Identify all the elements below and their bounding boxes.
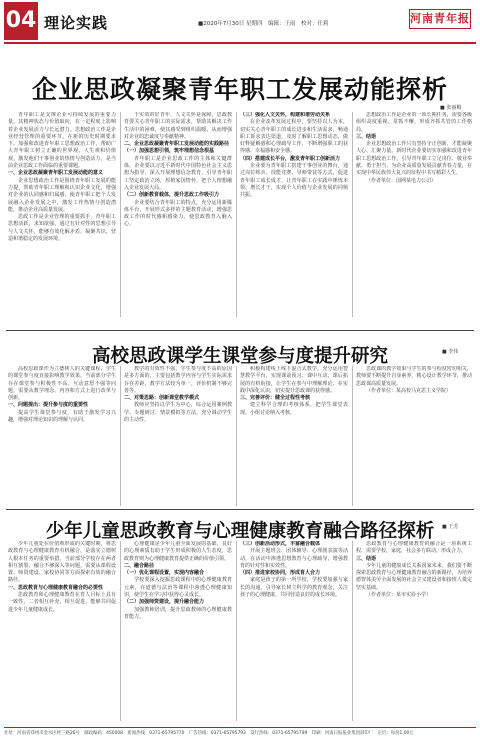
- paragraph: 青年职工是企业思政工作的主体和关键群体，企业要以习近平新时代中国特色社会主义思想为指导，深入开展理想信念教育，引导青年职工坚定政治立场，厚植家国情怀，把个人理想融入企业发展大局。: [124, 155, 232, 191]
- footer-imprint: 社址：河南省郑州市金水区经三路26号 邮政编码：450008 新闻热线：0371-65795770 广告热线：0371-65795793 发行热线：0371-65795789 印刷：河南日报报业集团彩印厂 定价：每份1.00元: [4, 731, 414, 736]
- paragraph: 思政工作是企业管理的重要抓手，青年职工思想活跃、求知欲强，通过有针对性的思想引导与人文关怀，能够有效化解矛盾，凝聚共识，营造和谐稳定的发展环境。: [8, 214, 116, 243]
- subheading: 三、结语: [356, 555, 377, 562]
- article-3-column-1: [8, 541, 116, 721]
- section-title: 理论实践: [44, 14, 109, 32]
- issue-date-editor: ■2020年7月30日 星期四 编辑：王雨 校对：任莉: [198, 21, 329, 27]
- article-2-column-2: [124, 366, 232, 506]
- article-2-column-3: [240, 366, 348, 506]
- article-3-column-3: [240, 541, 348, 721]
- subheading: 二、对策思路：创新课堂教学模式: [124, 395, 200, 402]
- newspaper-logo: 河南青年报: [409, 9, 471, 29]
- paragraph: （作者单位：某高校马克思主义学院）: [366, 387, 452, 394]
- column-divider: [236, 112, 237, 317]
- article-2-headline: 高校思政课学生课堂参与度提升研究: [91, 346, 388, 367]
- article-2-byline: ■ 李伟: [442, 349, 459, 355]
- column-divider: [352, 541, 353, 721]
- paragraph: 少年儿童处在价值观形成的关键时期，将思政教育与心理健康教育有机融合，是落实立德树人根本任务的重要举措。当前部分学校存在两者相互割裂、融合不够深入等问题，需要从课程设置、师资建设、家校协同等方面探索有效的融合路径。: [8, 541, 116, 584]
- paragraph: 教学的有效性不强，学生参与度不高的原因是多方面的，主要包括教学内容与学生实际需求存在差距，教学方法较为单一，评价机制不够完善等。: [124, 366, 232, 394]
- paragraph: 开展主题班会、团体辅导、心理剧表演等活动，在活动中渗透思想教育与心理疏导，增强教育的针对性和实效性。: [240, 548, 348, 569]
- column-divider: [120, 366, 121, 506]
- subheading: （二）加强师资建设，提升融合能力: [124, 599, 205, 606]
- article-1-column-4: [356, 112, 472, 317]
- header-rule: [4, 42, 476, 44]
- paragraph: 家庭是孩子的第一所学校，学校要加强与家长的沟通，引导家长树立科学的教育观念，关注孩子的心理健康，共同营造良好的成长环境。: [240, 577, 348, 599]
- subheading: 二、融合路径: [124, 562, 155, 569]
- subheading: （一）加强思想引领，筑牢理想信念根基: [124, 148, 215, 155]
- paragraph: 青年职工是支撑企业可持续发展的重要力量，其精神状态与价值取向，在一定程度上影响着企业发展活力与长远潜力。思想政治工作是企业经营管理的重要环节，在新的历史时期要求下，加强和改进青年职工思想政治工作，帮助广大青年职工树立正确的世界观、人生观和价值观，激发他们干事创业的热情与创造活力，是当前企业思政工作面临的重要课题。: [8, 112, 116, 170]
- subheading: 一、企业思政凝聚青年职工发展动能的意义: [8, 170, 104, 177]
- paragraph: 积极构建线上线下混合式教学，充分运用智慧教学平台，实现课前预习、课中互动、课后拓展的有机衔接，让学生在参与中理解理论、在实践中深化认识，切实提升思政课的获得感。: [240, 366, 348, 394]
- paragraph: （作者单位：某市实验小学）: [366, 592, 432, 599]
- subheading: （三）强化人文关怀，构建和谐劳动关系: [240, 112, 331, 118]
- paragraph: 干实效的好青年，人文关怀是保障，思政教育要关心青年职工的实际需求，帮助其解决工作生活中的困难，使其感受到组织温暖，从而增强对企业的忠诚度与奉献精神。: [124, 112, 232, 140]
- subheading: 二、企业思政凝聚青年职工发展动能的实践路径: [124, 141, 230, 148]
- subheading: （二）创新教育载体，提升思政工作吸引力: [124, 192, 220, 199]
- column-divider: [120, 541, 121, 721]
- paragraph: 学校要深入挖掘思政课程中的心理健康教育元素，在道德与法治等课程中渗透心理健康知识，使学生在学习中获得心灵成长。: [124, 577, 232, 599]
- paragraph: 思想政治工作是企业的一项长期任务，需要各级组织高度重视、常抓不懈，形成齐抓共管的工作格局。: [356, 112, 472, 133]
- subheading: 一、问题提出：提升参与度的重要性: [8, 402, 89, 409]
- paragraph: （作者单位：国网某电力公司）: [366, 177, 437, 184]
- paragraph: 企业要为青年职工搭建干事创业的舞台，通过岗位练兵、技能竞赛、导师带徒等方式，促进青年职工成长成才，让青年职工在实践中锤炼本领、增长才干，实现个人价值与企业发展的同频共振。: [240, 163, 348, 199]
- paragraph: 思政教育和心理健康教育在育人目标上具有一致性，二者相互补充、相互促进，能够共同促进少年儿童健康成长。: [8, 592, 116, 613]
- article-1-column-1: [8, 112, 116, 317]
- article-3-column-2: [124, 541, 232, 721]
- subheading: （三）创新活动形式，丰富融合载体: [240, 541, 321, 547]
- article-3-byline: ■ 王芳: [442, 524, 459, 530]
- subheading: （四）推进家校协同，形成育人合力: [240, 570, 321, 577]
- section-separator: [6, 509, 474, 510]
- paragraph: 企业思想政治工作只有坚持守正创新，才能凝聚人心、汇聚力量。新时代企业要切实加强和改进青年职工思想政治工作，引导青年职工立足岗位、敬业奉献、勇于担当，为企业高质量发展贡献青春力量，在实现中华民族伟大复兴的征程中书写精彩人生。: [356, 141, 472, 177]
- subheading: （四）搭建成长平台，激发青年职工创新活力: [240, 155, 341, 162]
- subheading: 三、结语: [356, 133, 377, 140]
- paragraph: 建立科学合理的考核体系，把学生课堂表现、小组讨论纳入考核。: [240, 402, 348, 416]
- page-number: 04: [4, 2, 38, 40]
- column-divider: [120, 112, 121, 317]
- subheading: 一、思政教育与心理健康教育融合的必要性: [8, 584, 104, 591]
- paragraph: 心理健康是少年儿童全面发展的基础，良好的心理素质有助于学生形成积极的人生态度，思政教育则为心理健康教育提供正确的价值引领。: [124, 541, 232, 562]
- paragraph: 教师应坚持以学生为中心，综合运用案例教学、专题研讨、情景模拟等方法，充分调动学生的主动性。: [124, 402, 232, 424]
- paragraph: 思政课的教学效果与学生的参与程度密切相关，教师要不断提升自身素养，精心设计教学环节，推动思政课高质量发展。: [356, 366, 472, 387]
- footer-rule: [4, 727, 476, 728]
- paragraph: 提高学生课堂参与度，有助于激发学习兴趣，增强对理论知识的理解与认同。: [8, 409, 116, 424]
- article-1-column-3: [240, 112, 348, 317]
- article-1-byline: ■ 张丽梅: [440, 105, 462, 111]
- column-divider: [352, 366, 353, 506]
- article-1-column-2: [124, 112, 232, 317]
- paragraph: 思政教育与心理健康教育的融合是一项系统工程，需要学校、家庭、社会多方联动，形成合力。: [356, 541, 472, 555]
- subheading: （一）优化课程设置，实现内容融合: [124, 570, 205, 577]
- column-divider: [352, 112, 353, 317]
- article-3-column-4: [356, 541, 472, 721]
- paragraph: 加强教师培训，提升思政教师的心理健康教育能力。: [124, 606, 232, 620]
- article-1-headline: 企业思政凝聚青年职工发展动能探析: [31, 75, 448, 104]
- masthead: [0, 0, 480, 44]
- column-divider: [236, 541, 237, 721]
- section-separator: [6, 330, 474, 331]
- paragraph: 高校思政课作为立德树人的关键课程，学生的课堂参与度直接影响教学效果。当前部分学生存在课堂参与积极性不高、互动意愿不强等问题，需要从教学理念、内容和方式上进行改革与创新。: [8, 366, 116, 402]
- paragraph: 在企业改革发展过程中，要坚持以人为本，切实关心青年职工的成长进步和生活需求，畅通职工诉求表达渠道，及时了解职工思想动态，做好释疑解惑和心理疏导工作，不断增强职工的获得感、幸福感和安全感。: [240, 119, 348, 155]
- paragraph: 少年儿童的健康成长关系国家未来。我们要不断探索思政教育与心理健康教育融合的新路径，为培养德智体美劳全面发展的社会主义建设者和接班人奠定坚实基础。: [356, 562, 472, 591]
- article-2-column-4: [356, 366, 472, 506]
- column-divider: [236, 366, 237, 506]
- article-2-column-1: [8, 366, 116, 506]
- paragraph: 企业要结合青年职工的特点，充分运用新媒体平台，开展形式多样的主题教育活动，增强思政工作的时代感和感染力，使思政教育入脑入心。: [124, 199, 232, 228]
- paragraph: 企业思想政治工作是围绕青年职工发展的能力提，帮助青年职工理解和认识企业文化，增强对企业的认同感和归属感，使青年职工把个人发展融入企业发展之中，激发工作热情与创造潜能，推动企业高质量发展。: [8, 177, 116, 213]
- article-3-headline: 少年儿童思政教育与心理健康教育融合路径探析: [45, 521, 435, 542]
- subheading: 三、完善评价：健全过程性考核: [240, 395, 311, 402]
